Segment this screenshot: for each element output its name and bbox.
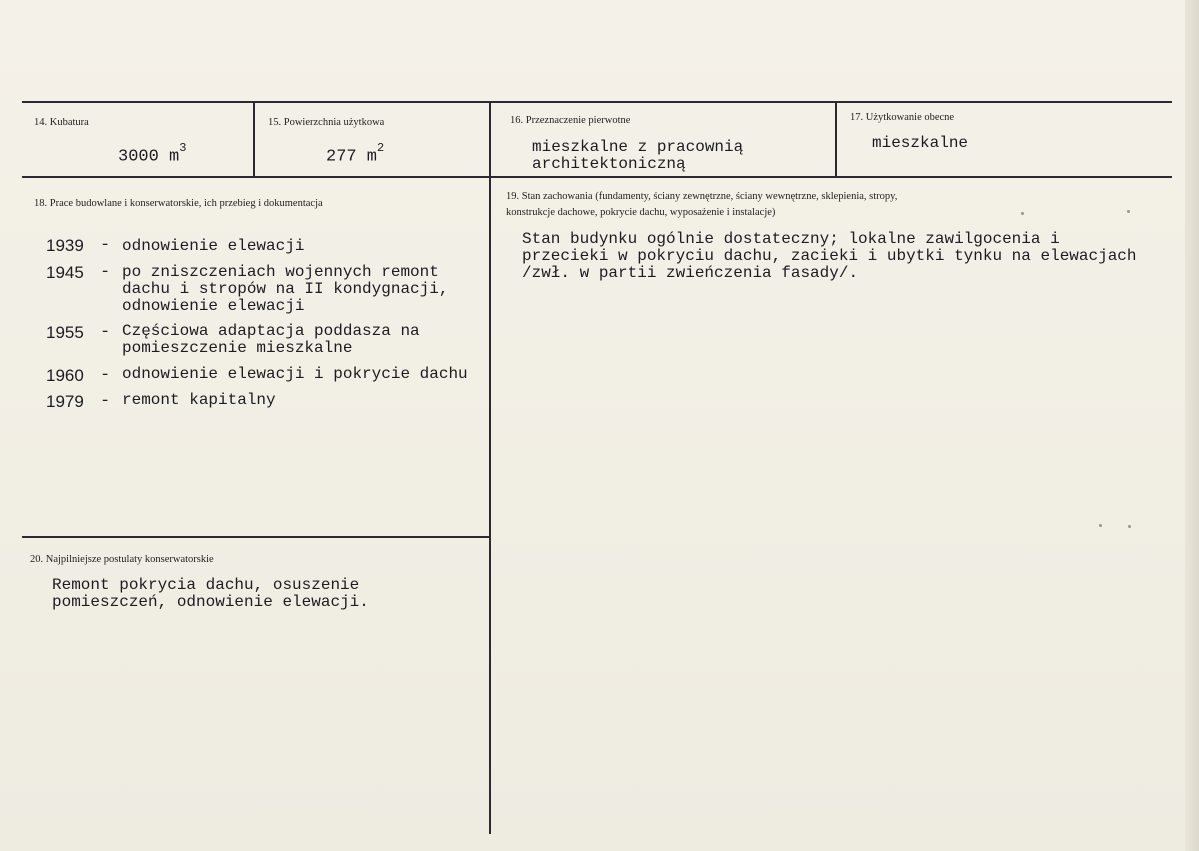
top-rule [22, 101, 1172, 103]
field-18-label: 18. Prace budowlane i konserwatorskie, ich przebieg i dokumentacja [34, 198, 323, 209]
entry-1945-dash: - [100, 263, 111, 282]
entry-1955-line-2: pomieszczenie mieszkalne [122, 339, 353, 357]
entry-1979-dash: - [100, 392, 111, 411]
entry-1945-line-2: dachu i stropów na II kondygnacji, [122, 280, 449, 298]
field-15-exponent: 2 [377, 141, 385, 155]
field-15-value [326, 143, 384, 166]
field-14-number: 3000 m [118, 147, 180, 167]
entry-1955-line-1: Częściowa adaptacja poddasza na [122, 322, 420, 340]
row1-rule [22, 176, 1172, 178]
paper-speck [1128, 525, 1131, 528]
entry-1945-year: 1945 [46, 263, 84, 282]
field-14-value [118, 143, 186, 166]
field-15-label: 15. Powierzchnia użytkowa [268, 117, 385, 128]
field-19-line-2: przecieki w pokryciu dachu, zacieki i ubytki tynku na elewacjach [522, 248, 1137, 265]
field-14-exponent: 3 [179, 141, 187, 155]
entry-1945-line-3: odnowienie elewacji [122, 297, 305, 315]
entry-1960-line-1: odnowienie elewacji i pokrycie dachu [122, 366, 468, 383]
field-19-line-3: /zwł. w partii zwieńczenia fasady/. [522, 264, 859, 282]
paper-speck [1127, 210, 1130, 213]
field-20-label: 20. Najpilniejsze postulaty konserwatorskie [30, 554, 214, 565]
field-20-line-2: pomieszczeń, odnowienie elewacji. [52, 593, 369, 611]
paper-speck [1099, 524, 1102, 527]
f20-top-rule [22, 536, 490, 538]
field-19-label-line-2: konstrukcje dachowe, pokrycie dachu, wyposażenie i instalacje) [506, 207, 776, 218]
field-16-line-1: mieszkalne z pracownią [532, 138, 744, 156]
entry-1960-dash: - [100, 366, 111, 385]
field-15-number: 277 m [326, 147, 378, 167]
divider-16-17 [835, 101, 837, 177]
divider-14-15 [253, 101, 255, 177]
field-16-line-2: architektoniczną [532, 155, 686, 173]
entry-1960-year: 1960 [46, 366, 84, 385]
paper-speck [1021, 212, 1024, 215]
field-17-value: mieszkalne [872, 134, 969, 152]
entry-1955-year: 1955 [46, 323, 84, 342]
field-17-label: 17. Użytkowanie obecne [850, 112, 955, 123]
entry-1939-year: 1939 [46, 236, 84, 255]
field-16-label: 16. Przeznaczenie pierwotne [510, 115, 631, 126]
field-19-label-line-1: 19. Stan zachowania (fundamenty, ściany zewnętrzne, ściany wewnętrzne, sklepienia, stropy, [506, 191, 898, 202]
card-edge [1185, 0, 1199, 851]
field-20-line-1: Remont pokrycia dachu, osuszenie [52, 576, 360, 594]
divider-main [489, 101, 491, 834]
field-19-line-1: Stan budynku ogólnie dostateczny; lokalne zawilgocenia i [522, 230, 1060, 248]
entry-1955-dash: - [100, 323, 111, 342]
entry-1945-line-1: po zniszczeniach wojennych remont [122, 263, 439, 281]
entry-1939-line-1: odnowienie elewacji [122, 237, 305, 255]
entry-1979-year: 1979 [46, 392, 84, 411]
field-14-label: 14. Kubatura [34, 117, 89, 128]
entry-1979-line-1: remont kapitalny [122, 391, 276, 409]
entry-1939-dash: - [100, 236, 111, 255]
